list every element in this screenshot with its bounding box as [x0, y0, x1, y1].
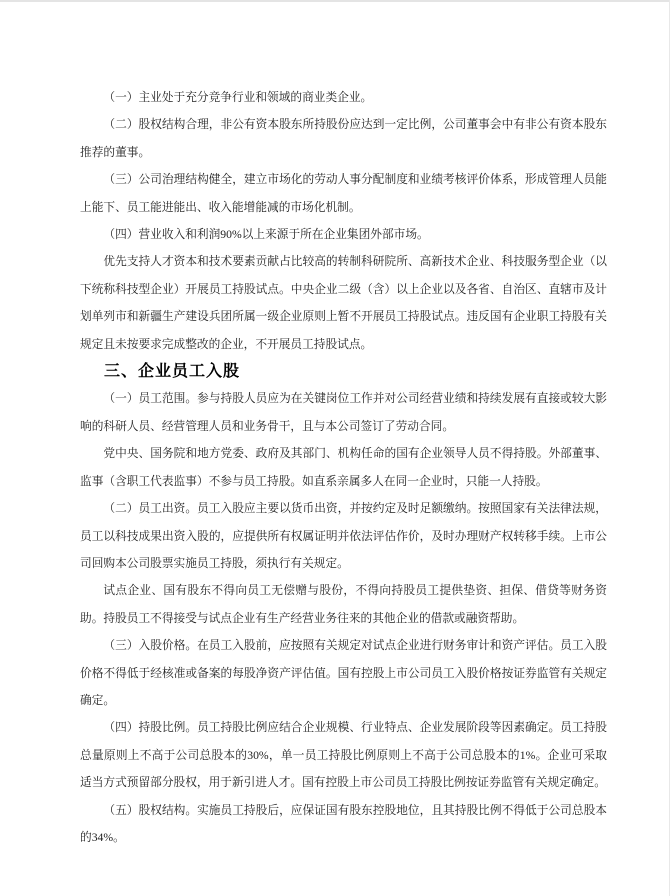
- body-paragraph: （三）入股价格。在员工入股前，应按照有关规定对试点企业进行财务审计和资产评估。员工入股价格不得低于经核准或备案的每股净资产评估值。国有控股上市公司员工入股价格按证券监管有关规定确定。: [80, 639, 607, 707]
- body-paragraph: （一）主业处于充分竞争行业和领域的商业类企业。: [103, 91, 373, 104]
- body-paragraph: 试点企业、国有股东不得向员工无偿赠与股份，不得向持股员工提供垫资、担保、借贷等财务资助。持股员工不得接受与试点企业有生产经营业务往来的其他企业的借款或融资帮助。: [80, 584, 607, 625]
- body-paragraph: （五）股权结构。实施员工持股后，应保证国有股东控股地位，且其持股比例不得低于公司总股本的34%。: [80, 803, 607, 844]
- body-paragraph: （三）公司治理结构健全，建立市场化的劳动人事分配制度和业绩考核评价体系，形成管理人员能上能下、员工能进能出、收入能增能减的市场化机制。: [80, 173, 607, 214]
- body-paragraph: （二）员工出资。员工入股应主要以货币出资，并按约定及时足额缴纳。按照国家有关法律法规，员工以科技成果出资入股的，应提供所有权属证明并依法评估作价，及时办理财产权转移手续。上市公司回购本公司股票实施员工持股，须执行有关规定。: [80, 502, 607, 570]
- body-paragraph: 优先支持人才资本和技术要素贡献占比较高的转制科研院所、高新技术企业、科技服务型企业（以下统称科技型企业）开展员工持股试点。中央企业二级（含）以上企业以及各省、自治区、直辖市及计划单列市和新疆生产建设兵团所属一级企业原则上暂不开展员工持股试点。违反国有企业职工持股有关规定且未按要求完成整改的企业，不开展员工持股试点。: [80, 255, 607, 351]
- section-heading: 三、企业员工入股: [104, 363, 241, 381]
- body-paragraph: 党中央、国务院和地方党委、政府及其部门、机构任命的国有企业领导人员不得持股。外部董事、监事（含职工代表监事）不参与员工持股。如直系亲属多人在同一企业时，只能一人持股。: [80, 447, 607, 488]
- body-paragraph: （四）持股比例。员工持股比例应结合企业规模、行业特点、企业发展阶段等因素确定。员工持股总量原则上不高于公司总股本的30%，单一员工持股比例原则上不高于公司总股本的1%。企业可采取适当方式预留部分股权，用于新引进人才。国有控股上市公司员工持股比例按证券监管有关规定确定。: [80, 721, 607, 790]
- body-paragraph: （二）股权结构合理，非公有资本股东所持股份应达到一定比例，公司董事会中有非公有资本股东推荐的董事。: [80, 118, 607, 159]
- body-paragraph: （一）员工范围。参与持股人员应为在关键岗位工作并对公司经营业绩和持续发展有直接或较大影响的科研人员、经营管理人员和业务骨干，且与本公司签订了劳动合同。: [80, 392, 607, 433]
- document-content: [80, 84, 607, 851]
- page-top-edge: [0, 0, 670, 2]
- body-paragraph: （四）营业收入和利润90%以上来源于所在企业集团外部市场。: [103, 228, 429, 242]
